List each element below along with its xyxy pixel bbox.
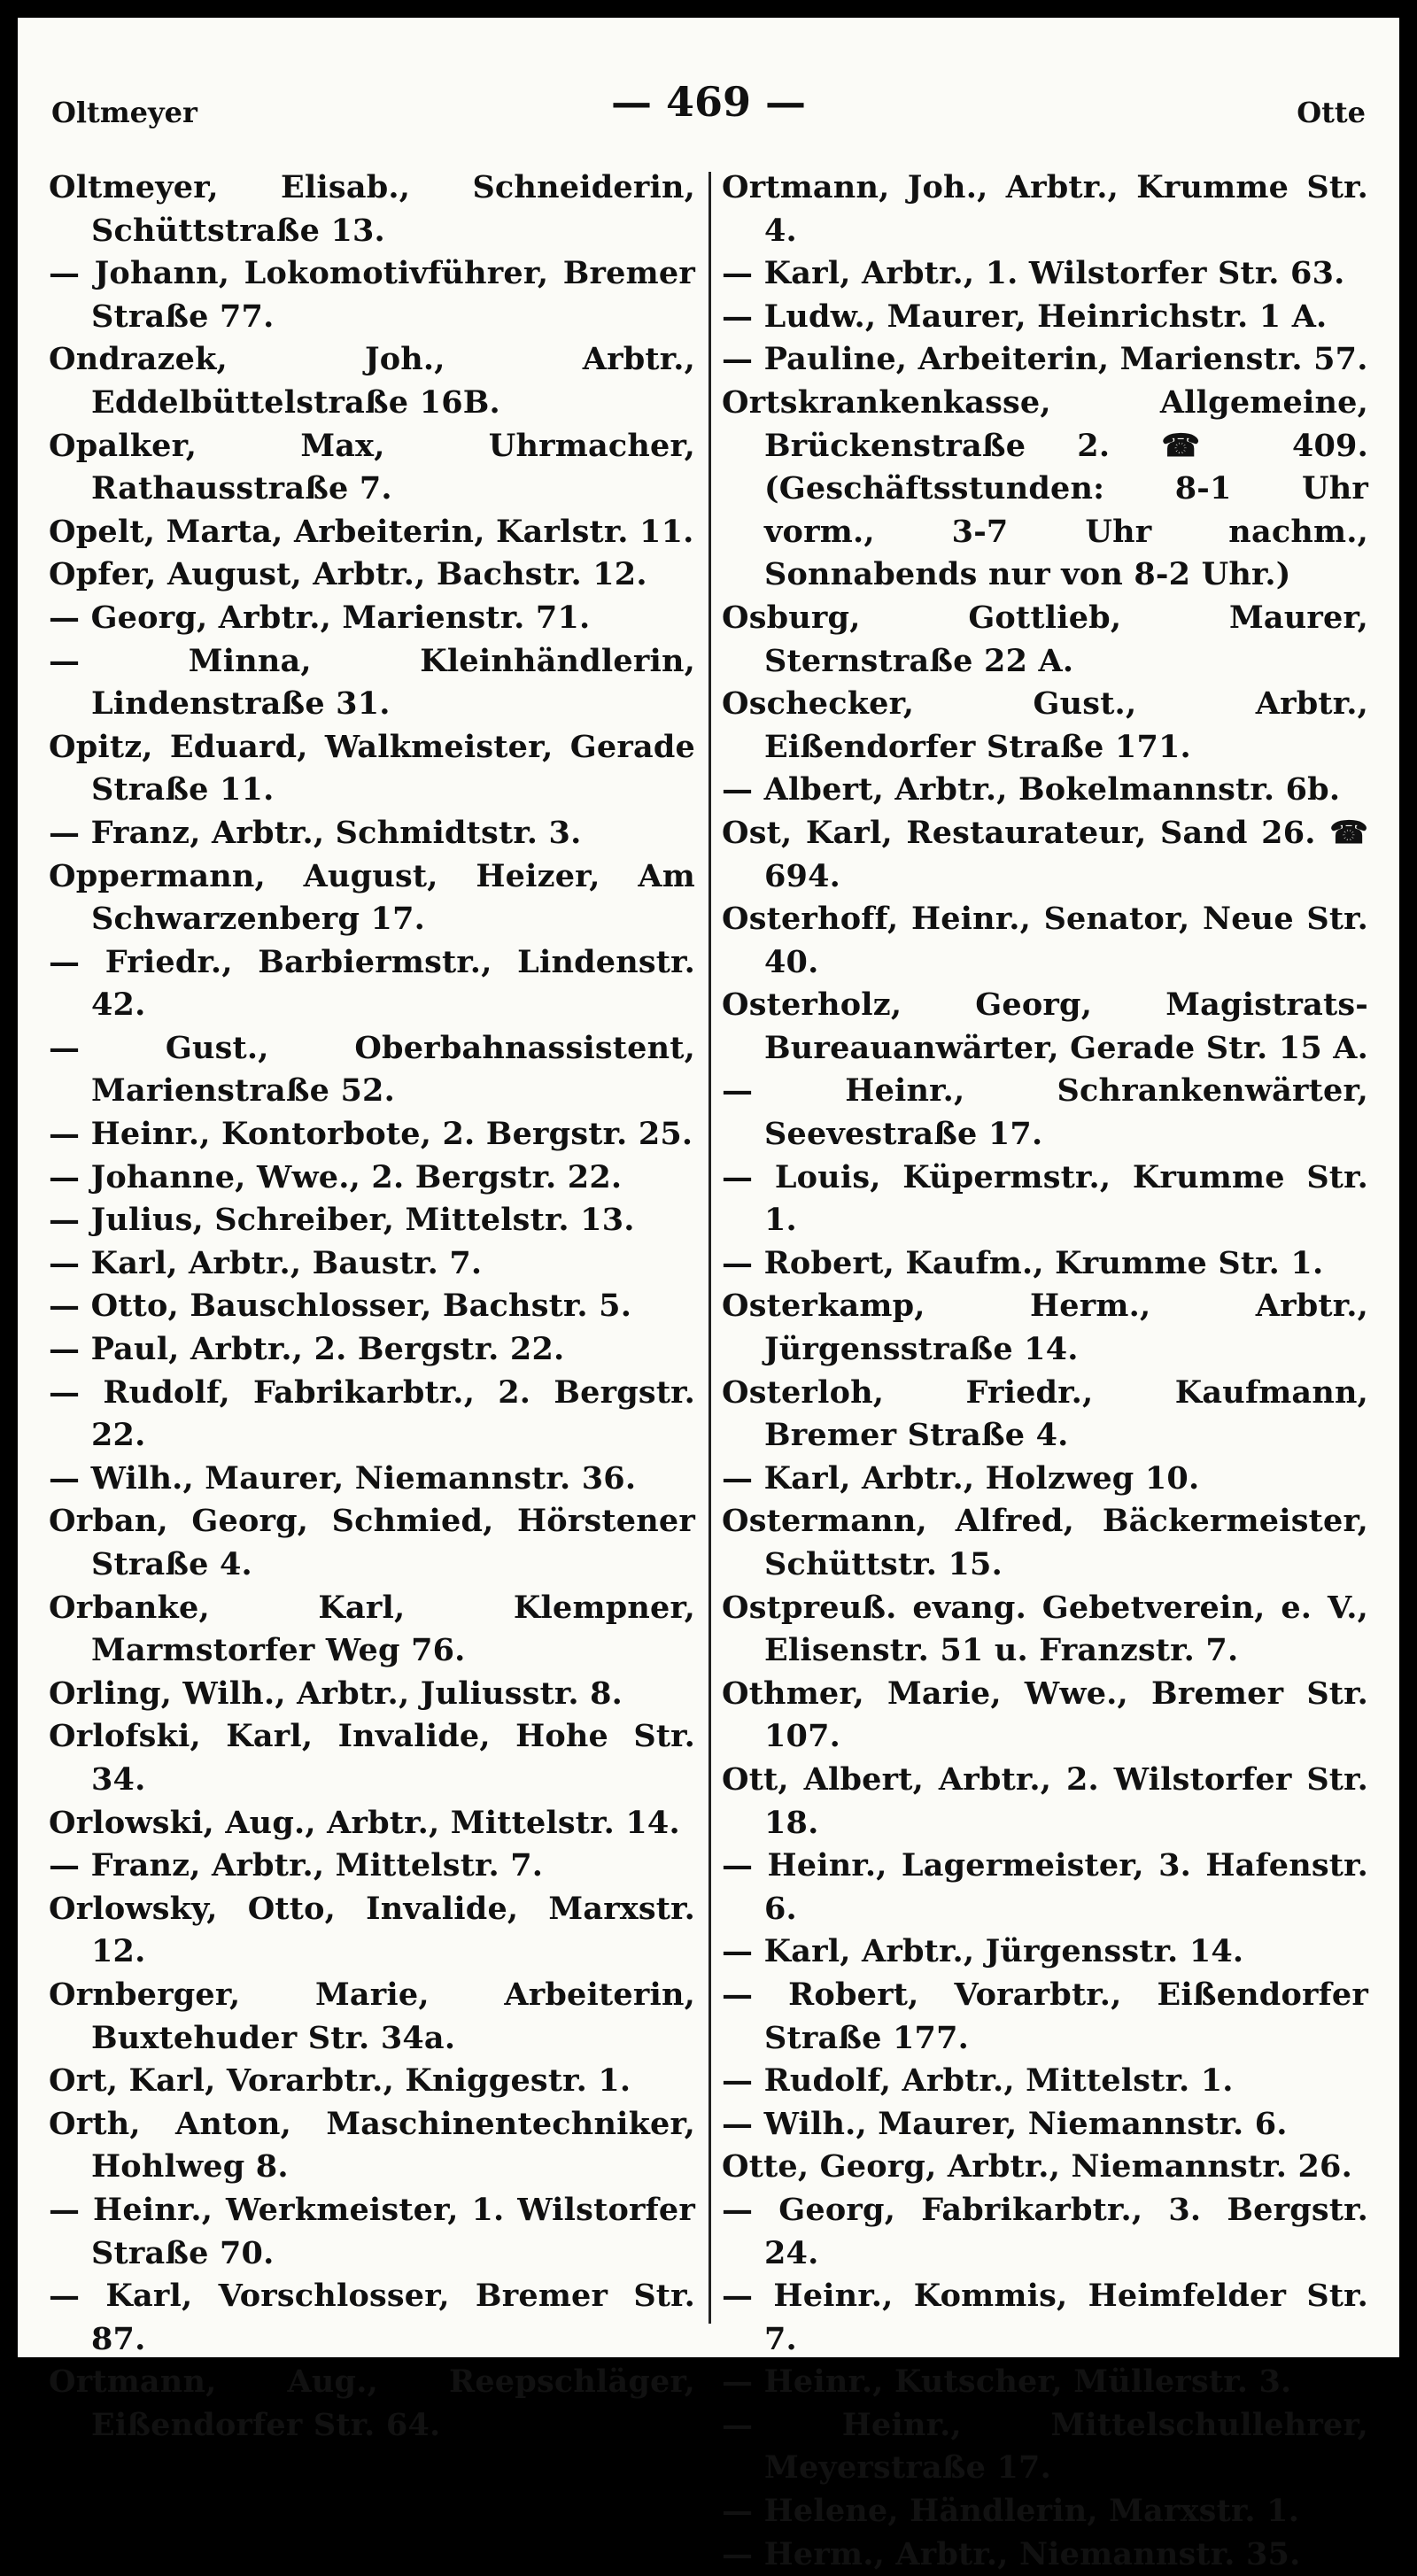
directory-entry: — Georg, Fabrikarbtr., 3. Bergstr. 24. xyxy=(722,2191,1368,2271)
directory-entry: Otte, Georg, Arbtr., Niemannstr. 26. xyxy=(722,2148,1352,2185)
directory-entry: — Heinr., Kommis, Heimfelder Str. 7. xyxy=(722,2278,1368,2357)
directory-entry: Opitz, Eduard, Walkmeister, Gerade Straße 11. xyxy=(49,728,695,808)
directory-entry: — Helene, Händlerin, Marxstr. 1. xyxy=(722,2493,1300,2530)
directory-entry: — Heinr., Mittelschullehrer, Meyerstraße 17. xyxy=(722,2406,1368,2487)
directory-entry: Orling, Wilh., Arbtr., Juliusstr. 8. xyxy=(49,1675,623,1712)
directory-entry: — Ludw., Maurer, Heinrichstr. 1 A. xyxy=(722,298,1328,335)
directory-entry: — Otto, Bauschlosser, Bachstr. 5. xyxy=(49,1288,632,1325)
directory-entry: — Robert, Kaufm., Krumme Str. 1. xyxy=(722,1244,1324,1281)
directory-entry: — Louis, Küpermstr., Krumme Str. 1. xyxy=(722,1158,1368,1239)
directory-entry: Ondrazek, Joh., Arbtr., Eddelbüttelstraße 16B. xyxy=(49,341,695,421)
directory-entry: Osterhoff, Heinr., Senator, Neue Str. 40. xyxy=(722,901,1368,980)
directory-entry: — Robert, Vorarbtr., Eißendorfer Straße 177. xyxy=(722,1976,1368,2056)
page-number: — 469 — xyxy=(610,78,807,126)
directory-entry: — Johanne, Wwe., 2. Bergstr. 22. xyxy=(49,1158,623,1195)
directory-entry: Osterloh, Friedr., Kaufmann, Bremer Straße 4. xyxy=(722,1373,1368,1454)
directory-entry: Ornberger, Marie, Arbeiterin, Buxtehuder Str. 34a. xyxy=(49,1976,695,2056)
directory-entry: — Heinr., Schrankenwärter, Seevestraße 17. xyxy=(722,1072,1368,1153)
directory-entry: — Herm., Arbtr., Niemannstr. 35. xyxy=(722,2535,1301,2572)
directory-entry: Ostermann, Alfred, Bäckermeister, Schüttstr. 15. xyxy=(722,1503,1368,1582)
directory-entry: — Heinr., Kontorbote, 2. Bergstr. 25. xyxy=(49,1116,693,1153)
directory-entry: — Georg, Arbtr., Marienstr. 71. xyxy=(49,599,591,636)
directory-entry: Ott, Albert, Arbtr., 2. Wilstorfer Str. 18. xyxy=(722,1760,1368,1841)
directory-entry: — Karl, Arbtr., Jürgensstr. 14. xyxy=(722,1933,1244,1970)
directory-entry: Ostpreuß. evang. Gebetverein, e. V., Elisenstr. 51 u. Franzstr. 7. xyxy=(722,1589,1368,1669)
directory-entry: Osterholz, Georg, Magistrats-Bureauanwärter, Gerade Str. 15 A. xyxy=(722,986,1369,1066)
directory-entry: Ort, Karl, Vorarbtr., Kniggestr. 1. xyxy=(49,2062,631,2100)
directory-entry: — Karl, Arbtr., Holzweg 10. xyxy=(722,1459,1200,1497)
directory-entry: Ortmann, Joh., Arbtr., Krumme Str. 4. xyxy=(722,169,1368,249)
directory-entry: — Karl, Arbtr., 1. Wilstorfer Str. 63. xyxy=(722,255,1345,292)
directory-entry: — Franz, Arbtr., Schmidtstr. 3. xyxy=(49,814,582,851)
directory-entry: — Heinr., Lagermeister, 3. Hafenstr. 6. xyxy=(722,1847,1368,1927)
directory-entry: — Karl, Vorschlosser, Bremer Str. 87. xyxy=(49,2278,695,2357)
directory-columns xyxy=(49,166,1369,2572)
directory-page xyxy=(18,18,1399,2572)
directory-entry: Opelt, Marta, Arbeiterin, Karlstr. 11. xyxy=(49,513,694,550)
directory-entry: Ortskrankenkasse, Allgemeine, Brückenstraße 2. ☎ 409. (Geschäftsstunden: 8-1 Uhr vorm., 3-7 Uhr nachm., Sonnabends nur von 8-2 Uhr.) xyxy=(722,383,1368,593)
directory-entry: Orlofski, Karl, Invalide, Hohe Str. 34. xyxy=(49,1718,695,1798)
directory-entry: Opfer, August, Arbtr., Bachstr. 12. xyxy=(49,556,647,593)
directory-entry: — Heinr., Kutscher, Müllerstr. 3. xyxy=(722,2363,1292,2401)
directory-entry: Orban, Georg, Schmied, Hörstener Straße 4. xyxy=(49,1503,695,1582)
directory-entry: — Julius, Schreiber, Mittelstr. 13. xyxy=(49,1202,635,1239)
directory-entry: Oltmeyer, Elisab., Schneiderin, Schüttstraße 13. xyxy=(49,169,695,249)
directory-entry: Orth, Anton, Maschinentechniker, Hohlweg 8. xyxy=(49,2105,695,2185)
header-right-keyword: Otte xyxy=(1297,96,1366,129)
directory-entry: — Karl, Arbtr., Baustr. 7. xyxy=(49,1244,483,1281)
directory-entry: — Wilh., Maurer, Niemannstr. 36. xyxy=(49,1459,637,1497)
directory-entry: Othmer, Marie, Wwe., Bremer Str. 107. xyxy=(722,1675,1368,1755)
directory-entry: — Albert, Arbtr., Bokelmannstr. 6b. xyxy=(722,771,1341,808)
directory-entry: — Johann, Lokomotivführer, Bremer Straße 77. xyxy=(49,255,695,335)
header-left-keyword: Oltmeyer xyxy=(51,96,197,129)
directory-entry: — Rudolf, Arbtr., Mittelstr. 1. xyxy=(722,2062,1234,2100)
page-header xyxy=(43,71,1374,142)
directory-entry: Ost, Karl, Restaurateur, Sand 26. ☎ 694. xyxy=(722,814,1368,894)
directory-entry: Opalker, Max, Uhrmacher, Rathausstraße 7. xyxy=(49,427,695,507)
column-divider xyxy=(708,172,711,2324)
directory-entry: — Wilh., Maurer, Niemannstr. 6. xyxy=(722,2105,1288,2142)
directory-entry: Orlowsky, Otto, Invalide, Marxstr. 12. xyxy=(49,1890,695,1970)
directory-entry: — Rudolf, Fabrikarbtr., 2. Bergstr. 22. xyxy=(49,1373,695,1454)
right-column xyxy=(722,166,1368,2576)
directory-entry: — Paul, Arbtr., 2. Bergstr. 22. xyxy=(49,1331,565,1368)
directory-entry: — Minna, Kleinhändlerin, Lindenstraße 31. xyxy=(49,642,695,723)
directory-entry: Orbanke, Karl, Klempner, Marmstorfer Weg 76. xyxy=(49,1589,695,1669)
directory-entry: Osterkamp, Herm., Arbtr., Jürgensstraße 14. xyxy=(722,1288,1368,1368)
directory-entry: — Pauline, Arbeiterin, Marienstr. 57. xyxy=(722,341,1368,378)
directory-entry: Oppermann, August, Heizer, Am Schwarzenberg 17. xyxy=(49,857,695,938)
directory-entry: Osburg, Gottlieb, Maurer, Sternstraße 22 A. xyxy=(722,599,1368,679)
directory-entry: — Gust., Oberbahnassistent, Marienstraße 52. xyxy=(49,1029,695,1110)
directory-entry: — Friedr., Barbiermstr., Lindenstr. 42. xyxy=(49,943,695,1024)
directory-entry: — Franz, Arbtr., Mittelstr. 7. xyxy=(49,1847,544,1884)
directory-entry: Ortmann, Aug., Reepschläger, Eißendorfer Str. 64. xyxy=(49,2363,695,2443)
left-column xyxy=(49,166,695,2447)
directory-entry: Orlowski, Aug., Arbtr., Mittelstr. 14. xyxy=(49,1804,680,1841)
directory-entry: — Heinr., Werkmeister, 1. Wilstorfer Straße 70. xyxy=(49,2191,695,2271)
directory-entry: Oschecker, Gust., Arbtr., Eißendorfer Straße 171. xyxy=(722,685,1368,765)
